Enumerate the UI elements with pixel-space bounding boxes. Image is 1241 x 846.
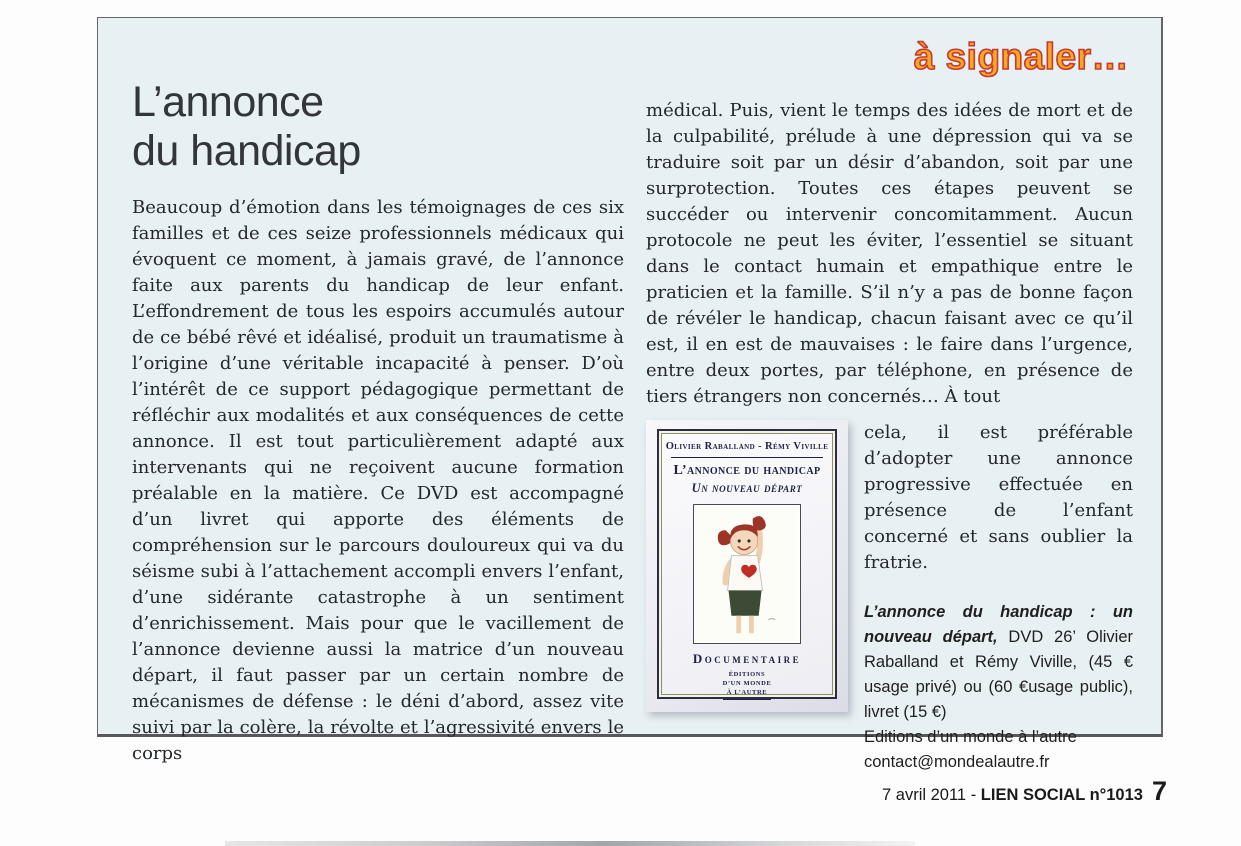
columns bbox=[132, 18, 1133, 771]
girl-illustration bbox=[693, 504, 801, 644]
article-body-left: Beaucoup d’émotion dans les témoignages de ces six familles et de ces seize professionnels médicaux qui évoquent ce moment, à jamais gravé, de l’annonce faite aux parents du handicap de leur enfant. L’effondrement de tous les espoirs accumulés autour de ce bébé rêvé et idéalisé, produit un traumatisme à l’origine d’une véritable incapacité à penser. D’où l’intérêt de ce support pédagogique permettant de réfléchir aux modalités et aux conséquences de cette annonce. Il est tout particulièrement adapté aux intervenants qui ne reçoivent aucune formation préalable en la matière. Ce DVD est accompagné d’un livret qui apporte des éléments de compréhension sur le parcours douloureux qui va du séisme subi à l’attachement accompli envers l’enfant, d’une sidérante catastrophe à un sentiment d’enrichissement. Mais pour que le vacillement de l’annonce devienne aussi la matrice d’un nouveau départ, il faut passer par un certain nombre de mécanismes de défense : le déni d’abord, assez vite suivi par la colère, la révolte et l’agressivité envers le corps bbox=[132, 197, 624, 765]
dvd-caption bbox=[864, 600, 1133, 775]
article-body-wrap: cela, il est préférable d’adopter une annonce progressive effectuée en présence de l’enfant concerné et sans oublier la fratrie. bbox=[864, 422, 1133, 573]
dvd-cover-subtitle: Un nouveau départ bbox=[691, 481, 803, 495]
article-title bbox=[132, 78, 624, 175]
page-footer bbox=[882, 776, 1167, 807]
article-panel bbox=[97, 17, 1163, 771]
article-title-line1: L’annonce bbox=[132, 78, 324, 126]
footer-page-number: 7 bbox=[1151, 776, 1167, 806]
dvd-cover-authors: Olivier Raballand - Rémy Viville bbox=[665, 441, 829, 452]
right-column bbox=[646, 18, 1133, 771]
dvd-cover-rule bbox=[671, 457, 822, 458]
wrap-column bbox=[864, 420, 1133, 775]
dvd-cover-genre: Documentaire bbox=[692, 651, 802, 666]
dvd-cover-frame bbox=[657, 429, 837, 699]
media-row bbox=[646, 420, 1133, 775]
publisher-logo bbox=[723, 671, 772, 700]
scan-edge-artifact bbox=[225, 841, 915, 846]
caption-email: contact@mondealautre.fr bbox=[864, 753, 1050, 771]
caption-reference bbox=[864, 600, 1133, 725]
dvd-cover-title: L’annonce du handicap bbox=[673, 463, 821, 478]
article-title-line2: du handicap bbox=[132, 126, 361, 175]
caption-publisher: Editions d’un monde à l’autre bbox=[864, 728, 1077, 746]
article-body-right: médical. Puis, vient le temps des idées de mort et de la culpabilité, prélude à une dépression qui va se traduire soit par un désir d’abandon, soit par une surprotection. Toutes ces étapes peuvent se succéder ou intervenir concomitamment. Aucun protocole ne peut les éviter, l’essentiel se situant dans le contact humain et empathique entre le praticien et la famille. S’il n’y a pas de bonne façon de révéler le handicap, chacun faisant avec ce qu’il est, il en est de mauvaises : le faire dans l’urgence, entre deux portes, par téléphone, en présence de tiers étrangers non concernés… À tout bbox=[646, 100, 1133, 407]
caption-title: L’annonce du handicap : un nouveau départ, bbox=[864, 603, 1133, 646]
publisher-line2: D’UN MONDE bbox=[722, 679, 772, 687]
dvd-cover bbox=[646, 420, 848, 712]
footer-journal-name: LIEN SOCIAL n°1013 bbox=[980, 786, 1143, 804]
left-column bbox=[132, 18, 624, 765]
section-flag: à signaler… bbox=[913, 36, 1129, 77]
publisher-line3: À L’AUTRE bbox=[726, 688, 768, 696]
caption-details: DVD 26’ Olivier Raballand et Rémy Viville, (45 € usage privé) ou (60 €usage public), livret (15 €) bbox=[864, 628, 1133, 721]
publisher-line1: ÉDITIONS bbox=[728, 671, 766, 678]
footer-date: 7 avril 2011 - bbox=[882, 786, 981, 804]
